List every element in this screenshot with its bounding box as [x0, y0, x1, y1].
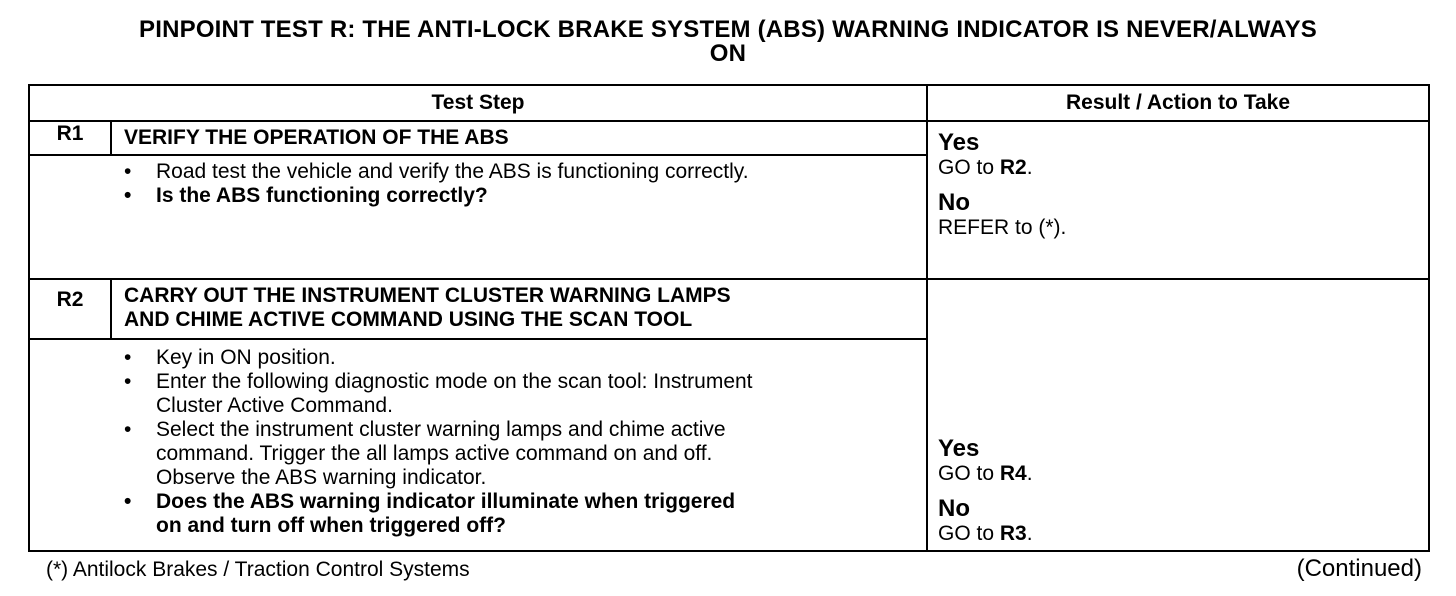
- r2-no-action: [938, 522, 1418, 546]
- page-title: [28, 18, 1428, 66]
- r1-yes-action-text: GO to: [938, 156, 1000, 179]
- r2-yes-tail: .: [1026, 462, 1033, 485]
- step-r2-heading: [111, 279, 927, 339]
- pinpoint-test-table: [28, 84, 1430, 552]
- r2-no-tail: .: [1026, 522, 1033, 545]
- r2-bullet-list: [124, 346, 916, 538]
- r1-yes-action: [938, 156, 1418, 180]
- r1-yes-label: Yes: [938, 129, 980, 156]
- bullet-glyph: •: [124, 370, 132, 393]
- r2-bullet-2-line-1: Enter the following diagnostic mode on the scan tool: Instrument: [156, 370, 753, 393]
- step-r2-heading-row: [29, 279, 1429, 339]
- step-r1-heading: VERIFY THE OPERATION OF THE ABS: [111, 121, 927, 155]
- r2-bullet-4-line-2: on and turn off when triggered off?: [156, 514, 506, 537]
- header-test-step: Test Step: [29, 85, 927, 121]
- r2-bullet-2-line-2: Cluster Active Command.: [156, 394, 393, 417]
- list-item: [124, 370, 916, 418]
- r2-heading-line-1: CARRY OUT THE INSTRUMENT CLUSTER WARNING LAMPS: [124, 284, 731, 307]
- list-item: [124, 160, 916, 184]
- r1-no-action: REFER to (*).: [938, 216, 1067, 239]
- r2-yes-action: [938, 462, 1418, 486]
- r2-heading-line-2: AND CHIME ACTIVE COMMAND USING THE SCAN TOOL: [124, 308, 693, 331]
- r2-yes-label: Yes: [938, 435, 980, 462]
- bullet-glyph: •: [124, 418, 132, 441]
- r2-bullet-3-line-2: command. Trigger the all lamps active command on and off.: [156, 442, 713, 465]
- list-item: [124, 418, 916, 490]
- r1-no-label: No: [938, 189, 970, 216]
- r1-yes-target: R2: [999, 156, 1027, 179]
- bullet-glyph: •: [124, 160, 132, 183]
- header-result-action: Result / Action to Take: [927, 85, 1429, 121]
- step-id-r1: R1: [29, 121, 111, 155]
- r1-yes-tail: .: [1026, 156, 1033, 179]
- r1-bullet-1-text: Road test the vehicle and verify the ABS is functioning correctly.: [156, 160, 749, 183]
- list-item: [124, 490, 916, 538]
- list-item: [124, 184, 916, 208]
- r2-bullet-4-line-1: Does the ABS warning indicator illuminate when triggered: [156, 490, 736, 513]
- r2-no-action-text: GO to: [938, 522, 1000, 545]
- step-r1-result: [927, 121, 1429, 279]
- title-line-1: PINPOINT TEST R: THE ANTI-LOCK BRAKE SYSTEM (ABS) WARNING INDICATOR IS NEVER/ALWAYS: [139, 16, 1317, 43]
- continued-label: (Continued): [1296, 555, 1422, 582]
- bullet-glyph: •: [124, 490, 132, 513]
- title-line-2: ON: [709, 40, 747, 67]
- bullet-glyph: •: [124, 346, 132, 369]
- r2-bullet-3-line-3: Observe the ABS warning indicator.: [156, 466, 487, 489]
- r2-yes-target: R4: [999, 462, 1027, 485]
- step-r1-heading-row: [29, 121, 1429, 155]
- r2-no-target: R3: [999, 522, 1027, 545]
- step-id-r2: R2: [29, 279, 111, 339]
- r2-no-label: No: [938, 495, 970, 522]
- footnote: (*) Antilock Brakes / Traction Control Systems: [46, 558, 470, 581]
- step-r2-body: [29, 339, 927, 551]
- r2-bullet-3-line-1: Select the instrument cluster warning lamps and chime active: [156, 418, 726, 441]
- step-r2-result: [927, 279, 1429, 551]
- table-header-row: [29, 85, 1429, 121]
- list-item: [124, 346, 916, 370]
- r2-yes-action-text: GO to: [938, 462, 1000, 485]
- bullet-glyph: •: [124, 184, 132, 207]
- r1-bullet-2-text: Is the ABS functioning correctly?: [156, 184, 488, 207]
- step-r1-body: [29, 155, 927, 279]
- r2-bullet-1-line-1: Key in ON position.: [156, 346, 336, 369]
- r1-bullet-list: [124, 160, 916, 208]
